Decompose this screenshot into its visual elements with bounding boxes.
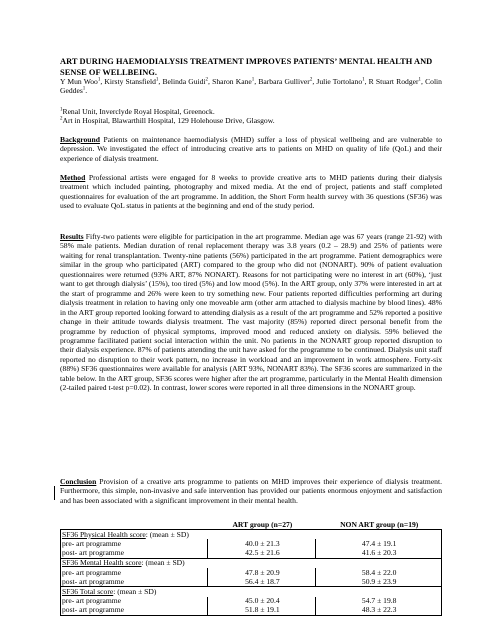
nonart-value: 58.4 ± 22.0 (316, 568, 442, 577)
affiliation-marker: 1 (82, 86, 86, 92)
table-header-blank (61, 520, 208, 530)
table-header-art: ART group (n=27) (232, 519, 293, 529)
row-label: pre- art programme (61, 539, 208, 548)
table-row (61, 549, 442, 559)
background-text: Patients on maintenance haemodialysis (MHD) suffer a loss of physical wellbeing and are vulnerable to depression. We investigated the effect of introducing creative arts to patients on MHD on quality of life (QoL) and their experience of dialysis treatment. (60, 135, 442, 163)
method-paragraph (60, 173, 442, 211)
affiliation-text: Art in Hospital, Blawarthill Hospital, 129 Holehouse Drive, Glasgow. (62, 116, 275, 125)
author-name: , Sharon Kane (208, 77, 252, 86)
author-name: , R Stuart Rodger (364, 77, 419, 86)
row-label: post- art programme (61, 549, 208, 559)
results-text: Fifty-two patients were eligible for participation in the art programme. Median age was 67 years (range 21-92) with 58% male patients. Median duration of renal replacement therapy was 3.8 years (0.2 – 28.9) and 25% of patients were waiting for renal transplantation. Twenty-nine patients (56%) participated in the art programme. Patient demographics were similar in the group who participated (ART) compared to the group who did not (NONART). 90% of patient evaluation questionnaires were returned (93% ART, 87% NONART). Reasons for not participating were no interest in art (60%), ‘just want to get through dialysis’ (15%), too tired (5%) and low mood (5%). In the ART group, only 37% were interested in art at the start of programme and 26% were keen to try something new. Four patients reported difficulties performing art during dialysis treatment in relation to having only one moveable arm (other arm attached to dialysis machine by blood lines). 48% in the ART group reported looking forward to attending dialysis as a result of the art programme and 52% reported a positive change in their attitude towards dialysis treatment. The vast majority (85%) reported direct personal benefit from the programme by reduction of physical symptoms, improved mood and reduced anxiety on dialysis. 59% believed the programme facilitated patient social interaction within the unit. No patients in the NONART group reported disruption to their dialysis experience. 87% of patients attending the unit have asked for the programme to be continued. Dialysis unit staff reported no disruption to their work pattern, no increase in workload and an improvement in work atmosphere. Forty-six (88%) SF36 questionnaires were available for analysis (ART 93%, NONART 83%). The SF36 scores are summarized in the table below. In the ART group, SF36 scores were higher after the art programme, particularly in the Mental Health dimension (2-tailed paired t-test p=0.02). In contrast, lower scores were reported in all three dimensions in the NONART group. (60, 232, 442, 393)
nonart-value: 48.3 ± 22.3 (316, 606, 442, 616)
row-label: post- art programme (61, 577, 208, 587)
results-heading: Results (60, 232, 84, 241)
author-name: Y Mun Woo (60, 77, 98, 86)
art-value: 47.8 ± 20.9 (208, 568, 316, 577)
paper-title: ART DURING HAEMODIALYSIS TREATMENT IMPROVES PATIENTS’ MENTAL HEALTH AND SENSE OF WELLBEING. (60, 57, 433, 77)
affiliation-marker: 2 (205, 77, 209, 83)
art-value: 45.0 ± 20.4 (208, 597, 316, 606)
art-value: 56.4 ± 18.7 (208, 577, 316, 587)
nonart-value: 41.6 ± 20.3 (316, 549, 442, 559)
table-section-row (61, 530, 442, 540)
affiliation-marker: 1 (60, 107, 63, 113)
affiliation-marker: 2 (60, 116, 63, 122)
affiliation-marker: 1 (97, 77, 101, 83)
affiliation-marker: 1 (418, 77, 422, 83)
table-row (61, 577, 442, 587)
author-list-end: . (85, 86, 88, 96)
table-section-row (61, 558, 442, 568)
art-value: 42.5 ± 21.6 (208, 549, 316, 559)
results-paragraph (60, 232, 442, 393)
nonart-value: 50.9 ± 23.9 (316, 577, 442, 587)
art-value: 40.0 ± 21.3 (208, 539, 316, 548)
author-name: , Belinda Guidi (158, 77, 206, 86)
affiliation-2 (60, 116, 442, 125)
table-header-row (61, 520, 442, 530)
method-text: Professional artists were engaged for 8 weeks to provide creative arts to MHD patients during their dialysis treatment which included painting, photography and mixed media. At the end of project, patients and staff completed questionnaires for evaluation of the art programme. In addition, the Short Form health survey with 36 questions (SF36) was used to evaluate QoL status in patients at the beginning and end of the study period. (60, 173, 442, 211)
section-title: SF36 Mental Health score (62, 558, 142, 568)
table-row (61, 568, 442, 577)
section-suffix: : (mean ± SD) (141, 558, 185, 568)
author-name: , Barbara Gulliver (254, 77, 310, 86)
affiliation-marker: 1 (251, 77, 255, 83)
sf36-results-table (60, 520, 442, 616)
section-title: SF36 Total score (62, 586, 114, 596)
section-title-cell (61, 558, 442, 568)
conclusion-heading: Conclusion (60, 477, 97, 486)
conclusion-paragraph (60, 477, 442, 505)
author-name: , Colin Geddes (60, 77, 442, 96)
section-suffix: : (mean ± SD) (145, 529, 189, 539)
conclusion-text: Provision of a creative arts programme to patients on MHD improves their experience of dialysis treatment. Furthermore, this simple, non-invasive and safe intervention has provided our patients enormous enjoyment and satisfaction and has been associated with a significant improvement in their mental health. (60, 477, 442, 505)
affiliation-marker: 1 (155, 77, 159, 83)
author-name: , Julie Tortolano (312, 77, 363, 86)
affiliation-marker: 1 (362, 77, 365, 83)
row-label: pre- art programme (61, 568, 208, 577)
row-label: post- art programme (61, 606, 208, 616)
background-heading: Background (60, 135, 100, 144)
table-row (61, 606, 442, 616)
method-heading: Method (60, 173, 86, 182)
affiliation-text: Renal Unit, Inverclyde Royal Hospital, Greenock. (62, 107, 215, 116)
nonart-value: 54.7 ± 19.8 (316, 597, 442, 606)
author-name: , Kirsty Stansfield (100, 77, 156, 86)
author-list (60, 77, 442, 96)
section-title: SF36 Physical Health score (62, 529, 146, 539)
background-paragraph (60, 135, 442, 163)
row-label: pre- art programme (61, 597, 208, 606)
revision-bar (54, 486, 55, 500)
section-suffix: : (mean ± SD) (113, 586, 157, 596)
table-header-nonart: NON ART group (n=19) (340, 519, 419, 529)
section-title-cell (61, 530, 442, 540)
affiliation-marker: 2 (309, 77, 313, 83)
art-value: 51.8 ± 19.1 (208, 606, 316, 616)
nonart-value: 47.4 ± 19.1 (316, 539, 442, 548)
